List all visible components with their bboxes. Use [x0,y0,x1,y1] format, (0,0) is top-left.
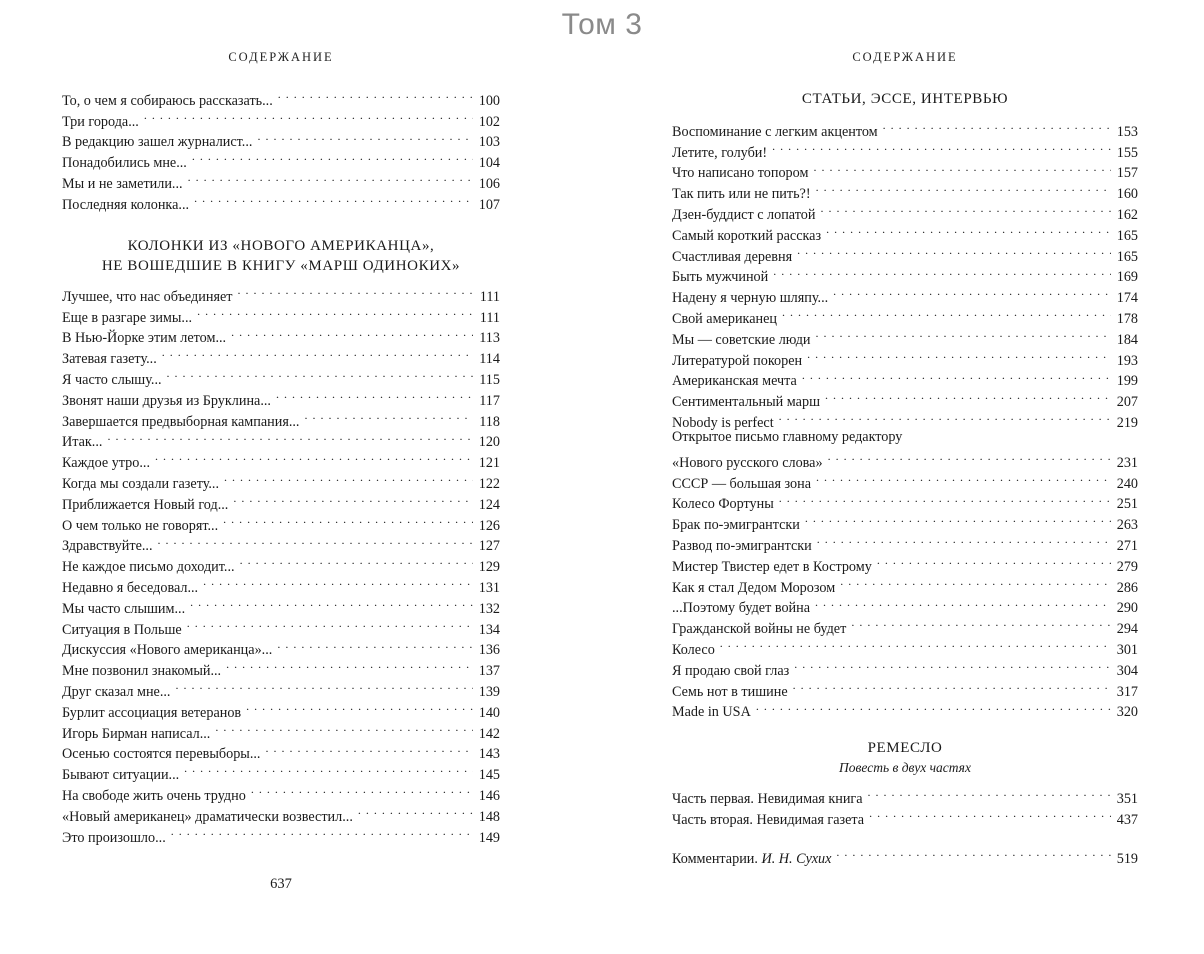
toc-entry-page-number: 317 [1116,683,1138,700]
toc-entry[interactable] [672,633,1138,658]
toc-entry-page-number: 286 [1116,579,1138,596]
toc-entry-page-number: 115 [479,371,500,388]
toc-entry-page-number: 184 [1116,331,1138,348]
toc-entry-page-number: 106 [478,175,500,192]
dot-leader [265,738,473,759]
dot-leader [815,592,1111,613]
toc-entry-page-number: 146 [478,787,500,804]
dot-leader [224,467,473,488]
open-letter-line1: Открытое письмо главному редактору [672,429,903,445]
toc-entry-title: Дискуссия «Нового американца»... [62,642,273,659]
toc-entry-page-number: 271 [1116,537,1138,554]
dot-leader [773,261,1111,282]
toc-entry-page-number: 139 [478,683,500,700]
volume-title: Том 3 [561,8,643,41]
dot-leader [797,240,1111,261]
toc-entry-title: На свободе жить очень трудно [62,787,246,804]
toc-entry-title: Часть первая. Невидимая книга [672,790,863,807]
toc-entry-title: «Новый американец» драматически возвестил... [62,808,353,825]
toc-entry-page-number: 124 [478,496,500,513]
toc-entry-page-number: 102 [478,113,500,130]
toc-entry-page-number: 231 [1116,454,1138,471]
toc-entry-title: Мне позвонил знакомый... [62,663,222,680]
remeslo-heading: РЕМЕСЛО [867,740,943,756]
toc-entry-page-number: 137 [478,663,500,680]
toc-entry-title: Мистер Твистер едет в Кострому [672,558,872,575]
toc-entry-title: Воспоминание с легким акцентом [672,123,878,140]
dot-leader [190,592,473,613]
toc-entry-page-number: 294 [1116,621,1138,638]
toc-entry-title: Летите, голуби! [672,144,768,161]
dot-leader [836,842,1111,863]
dot-leader [251,779,473,800]
dot-leader [840,571,1111,592]
dot-leader [779,488,1111,509]
dot-leader [231,322,473,343]
dot-leader [226,654,473,675]
dot-leader [171,821,473,842]
toc-entry-title: Понадобились мне... [62,155,187,172]
toc-entry-title: Это произошло... [62,829,166,846]
dot-leader [793,675,1111,696]
toc-entry-page-number: 199 [1116,373,1138,390]
toc-entry-title: Брак по-эмигрантски [672,517,800,534]
toc-entry[interactable] [672,782,1138,807]
toc-entry-page-number: 304 [1116,662,1138,679]
toc-entry-title: Колесо Фортуны [672,496,774,513]
toc-entry-title: Недавно я беседовал... [62,579,199,596]
commentary-label: Комментарии. [672,850,758,867]
toc-entry-page-number: 104 [478,155,500,172]
toc-entry-title: То, о чем я собираюсь рассказать... [62,92,273,109]
dot-leader [772,136,1111,157]
toc-entry-title: Звонят наши друзья из Бруклина... [62,392,271,409]
toc-entry-page-number: 132 [478,600,500,617]
dot-leader [144,105,473,126]
toc-entry-title: Еще в разгаре зимы... [62,309,193,326]
toc-entry-page-number: 140 [478,704,500,721]
dot-leader [240,550,473,571]
toc-entry-title: О чем только не говорят... [62,517,219,534]
toc-entry-title: Бывают ситуации... [62,767,180,784]
toc-entry-title: Часть вторая. Невидимая газета [672,811,865,828]
toc-entry-page-number: 174 [1116,290,1138,307]
toc-entry-title: Когда мы создали газету... [62,475,220,492]
dot-leader [813,157,1111,178]
dot-leader [215,717,473,738]
toc-entry-page-number: 301 [1116,641,1138,658]
toc-entry-title: Развод по-эмигрантски [672,537,812,554]
toc-entry-title: В редакцию зашел журналист... [62,134,253,151]
toc-entry-page-number: 113 [479,330,500,347]
dot-leader [851,612,1111,633]
right-toc-articles-continued [672,446,1138,721]
toc-entry-page-number: 136 [478,642,500,659]
toc-entry-page-number: 145 [478,767,500,784]
dot-leader [107,426,473,447]
left-section-heading-line1: КОЛОНКИ ИЗ «НОВОГО АМЕРИКАНЦА», [127,238,435,254]
dot-leader [155,446,473,467]
commentary-page-number: 519 [1116,850,1138,867]
toc-entry-page-number: 114 [479,351,500,368]
dot-leader [358,800,473,821]
toc-entry-page-number: 165 [1116,227,1138,244]
toc-entry-title: Счастливая деревня [672,248,793,265]
dot-leader [188,167,473,188]
toc-entry-title: Дзен-буддист с лопатой [672,206,816,223]
dot-leader [826,219,1111,240]
dot-leader [883,115,1111,136]
toc-entry-page-number: 219 [1116,414,1138,431]
toc-entry-title: В Нью-Йорке этим летом... [62,330,227,347]
dot-leader [167,363,473,384]
toc-entry-title: Nobody is perfect [672,414,774,431]
dot-leader [869,803,1111,824]
toc-entry-page-number: 153 [1116,123,1138,140]
right-toc-remeslo [672,782,1138,828]
commentary-author: И. Н. Сухих [761,850,832,867]
left-section-heading [62,236,500,276]
toc-entry-title: Не каждое письмо доходит... [62,559,235,576]
toc-entry-title: Надену я черную шляпу... [672,290,829,307]
toc-entry-page-number: 129 [478,559,500,576]
toc-entry-page-number: 126 [478,517,500,534]
right-toc-articles [672,115,1138,431]
toc-entry-page-number: 111 [479,309,500,326]
dot-leader [237,280,473,301]
toc-entry-page-number: 193 [1116,352,1138,369]
dot-leader [877,550,1111,571]
right-toc-commentary [672,842,1138,867]
toc-entry-page-number: 148 [478,808,500,825]
toc-entry-title: Сентиментальный марш [672,394,820,411]
dot-leader [833,281,1111,302]
dot-leader [276,384,473,405]
toc-entry[interactable] [672,115,1138,140]
commentary-entry[interactable] [672,842,1138,867]
left-toc-section [62,280,500,846]
toc-entry-title: «Нового русского слова» [672,454,823,471]
toc-entry-page-number: 103 [478,134,500,151]
dot-leader [203,571,473,592]
dot-leader [194,188,473,209]
toc-entry-page-number: 251 [1116,496,1138,513]
toc-entry-page-number: 107 [478,196,500,213]
commentary-title [672,849,831,870]
toc-entry-page-number: 142 [478,725,500,742]
toc-entry-title: Друг сказал мне... [62,683,171,700]
toc-entry-title: Три города... [62,113,139,130]
dot-leader [868,782,1111,803]
toc-entry-title: Американская мечта [672,373,797,390]
dot-leader [820,198,1111,219]
toc-entry-title: Made in USA [672,704,751,721]
dot-leader [802,365,1111,386]
toc-entry-title: Затевая газету... [62,351,157,368]
toc-entry[interactable] [62,446,500,472]
toc-entry-title: Осенью состоятся перевыборы... [62,746,261,763]
toc-entry-title: Мы — советские люди [672,331,811,348]
toc-entry-title: Самый короткий рассказ [672,227,822,244]
dot-leader [162,342,473,363]
dot-leader [825,385,1111,406]
toc-entry-title: Завершается предвыборная кампания... [62,413,300,430]
toc-entry[interactable] [672,446,1138,471]
toc-entry-title: Колесо [672,641,715,658]
dot-leader [257,126,473,147]
toc-entry-page-number: 165 [1116,248,1138,265]
toc-entry-title: ...Поэтому будет война [672,600,811,617]
toc-entry[interactable] [62,84,500,109]
dot-leader [233,488,473,509]
remeslo-subtitle: Повесть в двух частях [839,760,971,775]
toc-entry-title: Быть мужчиной [672,269,769,286]
toc-entry-title: Я продаю свой глаз [672,662,790,679]
toc-entry-page-number: 162 [1116,206,1138,223]
right-running-head: СОДЕРЖАНИЕ [852,50,958,64]
right-section-heading: СТАТЬИ, ЭССЕ, ИНТЕРВЬЮ [801,91,1009,107]
right-toc-open-letter [672,427,1138,448]
toc-entry-page-number: 121 [478,455,500,472]
dot-leader [175,675,473,696]
toc-entry-title: Так пить или не пить?! [672,186,811,203]
toc-entry-page-number: 149 [478,829,500,846]
toc-entry-page-number: 279 [1116,558,1138,575]
toc-entry-page-number: 111 [479,288,500,305]
toc-entry-title: Гражданской войны не будет [672,621,847,638]
page-number: 637 [270,876,292,892]
toc-entry-page-number: 207 [1116,394,1138,411]
toc-entry-page-number: 120 [478,434,500,451]
dot-leader [816,177,1111,198]
dot-leader [816,467,1111,488]
toc-entry-page-number: 155 [1116,144,1138,161]
toc-entry-title: Семь нот в тишине [672,683,788,700]
toc-entry[interactable] [62,426,500,451]
toc-entry-page-number: 290 [1116,600,1138,617]
dot-leader [184,758,473,779]
toc-entry-title: Последняя колонка... [62,196,190,213]
toc-entry-page-number: 131 [478,579,500,596]
toc-entry-title: Игорь Бирман написал... [62,725,211,742]
dot-leader [158,530,473,551]
dot-leader [223,509,473,530]
toc-entry-page-number: 157 [1116,165,1138,182]
toc-entry-page-number: 134 [478,621,500,638]
toc-entry-title: Каждое утро... [62,455,151,472]
toc-entry-title: Лучшее, что нас объединяет [62,288,233,305]
toc-entry-page-number: 118 [479,413,500,430]
dot-leader [277,634,473,655]
toc-entry-title: Приближается Новый год... [62,496,229,513]
dot-leader [794,654,1111,675]
toc-entry-title: Мы часто слышим... [62,600,186,617]
toc-entry-title: Ситуация в Польше [62,621,182,638]
dot-leader [197,301,473,322]
dot-leader [720,633,1111,654]
toc-entry-page-number: 122 [478,475,500,492]
dot-leader [756,696,1111,717]
dot-leader [304,405,473,426]
dot-leader [805,508,1111,529]
dot-leader [779,406,1111,427]
toc-entry[interactable] [672,654,1138,679]
dot-leader [782,302,1111,323]
toc-entry-title: Итак... [62,434,103,451]
dot-leader [828,446,1111,467]
toc-entry-page-number: 320 [1116,704,1138,721]
toc-entry-page-number: 351 [1116,790,1138,807]
dot-leader [278,84,473,105]
dot-leader [816,323,1111,344]
dot-leader [807,344,1111,365]
toc-entry-title: Я часто слышу... [62,371,162,388]
toc-entry-title: Мы и не заметили... [62,175,183,192]
toc-entry-title: СССР — большая зона [672,475,812,492]
toc-entry-page-number: 160 [1116,186,1138,203]
dot-leader [246,696,473,717]
toc-entry[interactable] [62,280,500,305]
toc-entry-page-number: 117 [479,392,500,409]
toc-entry-page-number: 240 [1116,475,1138,492]
toc-entry-title: Здравствуйте... [62,538,153,555]
toc-entry-page-number: 263 [1116,517,1138,534]
toc-entry-title: Бурлит ассоциация ветеранов [62,704,242,721]
toc-entry-title: Литературой покорен [672,352,803,369]
left-section-heading-line2: НЕ ВОШЕДШИЕ В КНИГУ «МАРШ ОДИНОКИХ» [101,258,461,274]
dot-leader [192,146,473,167]
toc-entry-page-number: 100 [478,92,500,109]
left-toc-top [62,84,500,213]
toc-entry-page-number: 178 [1116,310,1138,327]
toc-entry-page-number: 143 [478,746,500,763]
toc-entry-title: Как я стал Дедом Морозом [672,579,836,596]
toc-entry-page-number: 127 [478,538,500,555]
left-running-head: СОДЕРЖАНИЕ [228,50,334,64]
toc-entry-title: Свой американец [672,310,778,327]
dot-leader [817,529,1111,550]
toc-entry-page-number: 437 [1116,811,1138,828]
toc-entry-page-number: 169 [1116,269,1138,286]
toc-entry-title: Что написано топором [672,165,809,182]
dot-leader [187,613,473,634]
